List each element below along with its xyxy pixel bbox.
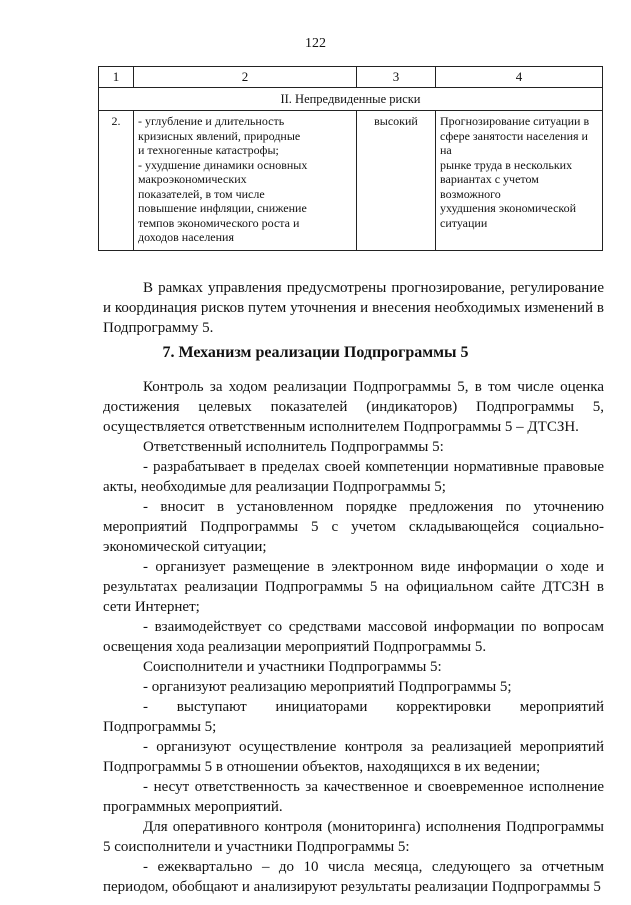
mechanism-body (103, 377, 604, 897)
paragraph: Соисполнители и участники Подпрограммы 5: (143, 659, 442, 675)
row-number: 2. (99, 111, 134, 251)
header-cell-2: 2 (134, 67, 357, 88)
paragraph: Для оперативного контроля (мониторинга) исполнения Подпрограммы 5 соисполнители и участники Подпрограммы 5: (103, 819, 604, 855)
paragraph: - организуют реализацию мероприятий Подпрограммы 5; (143, 679, 512, 695)
risk-line: повышение инфляции, снижение (138, 201, 307, 215)
table-header-row (99, 67, 603, 88)
intro-block (103, 278, 604, 338)
risk-measures-cell (436, 111, 603, 251)
paragraph: - организуют осуществление контроля за реализацией мероприятий Подпрограммы 5 в отношении объектов, находящихся в их ведении; (103, 739, 604, 775)
risk-table (98, 66, 603, 251)
header-cell-3: 3 (357, 67, 436, 88)
paragraph: - несут ответственность за качественное и своевременное исполнение программных мероприятий. (103, 779, 604, 815)
risk-line: темпов экономического роста и (138, 215, 300, 230)
risk-line: макроэкономических (138, 172, 247, 186)
header-cell-1: 1 (99, 67, 134, 88)
measure-line: Прогнозирование ситуации в (440, 114, 590, 128)
risk-line: доходов населения (138, 230, 234, 244)
measure-line: сфере занятости населения и на (440, 128, 588, 157)
risk-level-cell: высокий (357, 111, 436, 251)
measure-line: рынке труда в нескольких (440, 157, 573, 172)
paragraph: Ответственный исполнитель Подпрограммы 5: (143, 439, 444, 455)
paragraph: - ежеквартально – до 10 числа месяца, следующего за отчетным периодом, обобщают и анализируют результаты реализации Подпрограммы 5 (103, 859, 604, 895)
measure-line: вариантах с учетом возможного (440, 172, 539, 201)
paragraph: - выступают инициаторами корректировки мероприятий Подпрограммы 5; (103, 699, 604, 735)
header-cell-4: 4 (436, 67, 603, 88)
table-section-row (99, 88, 603, 111)
table-row (99, 111, 603, 251)
paragraph: - организует размещение в электронном виде информации о ходе и результатах реализации Подпрограммы 5 на официальном сайте ДТСЗН в сети Интернет; (103, 559, 604, 615)
paragraph: - вносит в установленном порядке предложения по уточнению мероприятий Подпрограммы 5 с учетом складывающейся социально-экономической ситуации; (103, 499, 604, 555)
risk-line: - ухудшение динамики основных (138, 157, 308, 172)
paragraph: - разрабатывает в пределах своей компетенции нормативные правовые акты, необходимые для реализации Подпрограммы 5; (103, 459, 604, 495)
risk-line: показателей, в том числе (138, 186, 265, 201)
paragraph: Контроль за ходом реализации Подпрограммы 5, в том числе оценка достижения целевых показателей (индикаторов) Подпрограммы 5, осуществляется ответственным исполнителем Подпрограммы 5 – ДТСЗН. (103, 379, 604, 435)
measure-line: ухудшения экономической (440, 201, 577, 215)
intro-paragraph: В рамках управления предусмотрены прогнозирование, регулирование и координация рисков путем уточнения и внесения необходимых изменений в Подпрограмму 5. (103, 280, 604, 336)
paragraph: - взаимодействует со средствами массовой информации по вопросам освещения хода реализации мероприятий Подпрограммы 5. (103, 619, 604, 655)
measure-line: ситуации (440, 215, 488, 230)
section-heading: 7. Механизм реализации Подпрограммы 5 (162, 344, 469, 361)
risk-line: и техногенные катастрофы; (138, 143, 279, 157)
risk-line: кризисных явлений, природные (138, 128, 301, 143)
risk-line: - углубление и длительность (138, 114, 285, 128)
risk-description-cell (134, 111, 357, 251)
section-title: II. Непредвиденные риски (99, 88, 603, 111)
page-number: 122 (305, 36, 326, 51)
